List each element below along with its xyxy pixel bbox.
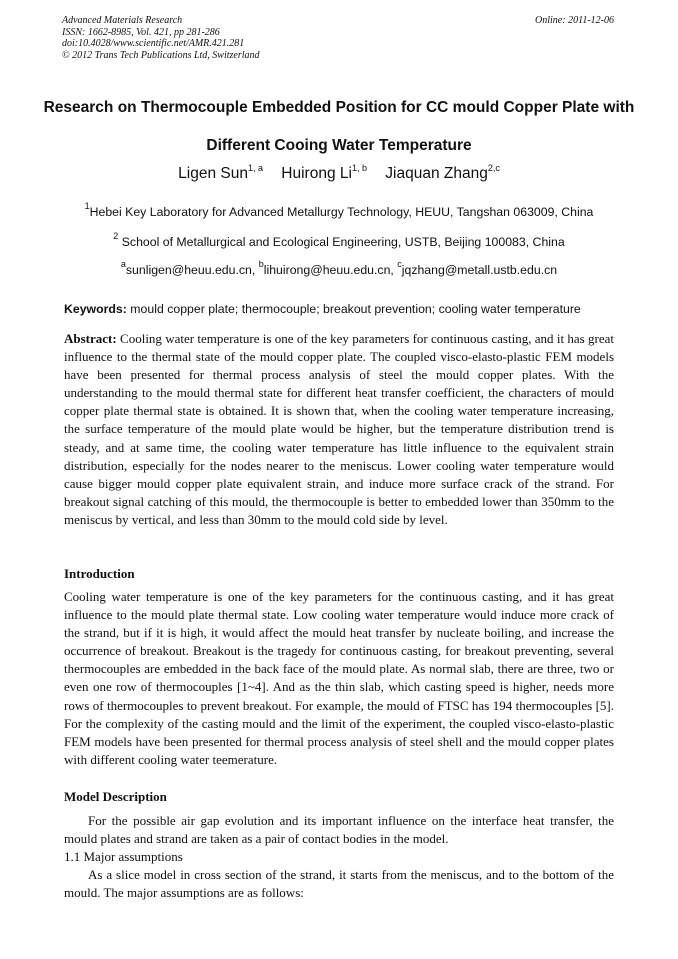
model-heading: Model Description xyxy=(64,789,167,804)
author-3: Jiaquan Zhang$^{2,c}$ xyxy=(385,163,500,182)
keywords-label: Keywords: xyxy=(64,302,127,316)
introduction-text: Cooling water temperature is one of the key parameters for the continuous casting, and it has great influence to the mould plate thermal state. Low cooling water temperature would induce more crack of the strand, but if it is high, it would affect the mould heat transfer by nucleate boiling, and increase the occurrence of breakout. Breakout is the tragedy for continuous casting, for breakout preventing, several thermocouples are embedded in the back face of the mould plate. As normal slab, there are three, two or even one row of thermocouples [1~4]. And as the thin slab, which casting speed is higher, needs more rows of thermocouples to prevent breakout. For example, the mould of FTSC has 194 thermocouples [5]. For the complexity of the casting mould and the limit of the experiment, the coupled visco-elasto-plastic FEM models have been presented for thermal process analysis of steel shell and the mould copper plates with different cooling water teemerature. xyxy=(64,589,614,767)
journal-header xyxy=(62,15,260,61)
author-2: Huirong Li$^{1, b}$ xyxy=(281,163,367,182)
keywords xyxy=(64,302,581,316)
abstract xyxy=(64,330,614,529)
paper-title: Research on Thermocouple Embedded Position for CC mould Copper Plate with Different Cooing Water Temperature xyxy=(43,99,635,154)
email-list: $^a$sunligen@heuu.edu.cn, $^b$lihuirong@heuu.edu.cn, $^c$jqzhang@metall.ustb.edu.cn xyxy=(120,259,558,277)
introduction-heading: Introduction xyxy=(64,566,135,581)
model-paragraph: For the possible air gap evolution and its important influence on the interface heat transfer, the mould plates and strand are taken as a pair of contact bodies in the model. xyxy=(64,813,614,847)
abstract-label: Abstract: xyxy=(64,331,117,346)
online-date: Online: 2011-12-06 xyxy=(535,15,614,26)
keywords-text: mould copper plate; thermocouple; breakout prevention; cooling water temperature xyxy=(130,302,581,316)
subsection-heading: 1.1 Major assumptions xyxy=(64,849,183,864)
subsection-paragraph: As a slice model in cross section of the strand, it starts from the meniscus, and to the bottom of the mould. The major assumptions are as follows: xyxy=(64,867,614,901)
issn-line: ISSN: 1662-8985, Vol. 421, pp 281-286 xyxy=(62,26,220,38)
affiliation-1: $^1$Hebei Key Laboratory for Advanced Metallurgy Technology, HEUU, Tangshan 063009, China xyxy=(84,201,594,219)
affiliation-2: $^2$ School of Metallurgical and Ecological Engineering, USTB, Beijing 100083, China xyxy=(113,231,565,249)
doi-line: doi:10.4028/www.scientific.net/AMR.421.281 xyxy=(62,38,245,49)
author-1: Ligen Sun$^{1, a}$ xyxy=(178,163,263,182)
journal-name: Advanced Materials Research xyxy=(62,15,183,26)
author-list xyxy=(0,165,678,183)
abstract-text: Cooling water temperature is one of the key parameters for continuous casting, and it has great influence to the thermal state of the mould copper plate. The coupled visco-elasto-plastic FEM models have been presented for thermal process analysis of steel the mould copper plates. With the understanding to the mould thermal state for different heat transfer coefficient, the characters of mould copper plate thermal state is obtained. It is shown that, when the cooling water temperature increasing, the surface temperature of the mould plate would be higher, but the temperature distribution trend is steady, and at same time, the cooling water temperature has little influence to the equivalent strain distribution, especially for the nodes nearer to the meniscus. Lower cooling water temperature would cause bigger mould copper plate equivalent strain, and induce more surface crack of the strand. For breakout signal catching of this mould, the thermocouple is better to embedded lower than 350mm to the meniscus by vertical, and less than 30mm to the mould cold side by level. xyxy=(64,331,614,527)
copyright-line: © 2012 Trans Tech Publications Ltd, Switzerland xyxy=(62,49,260,61)
